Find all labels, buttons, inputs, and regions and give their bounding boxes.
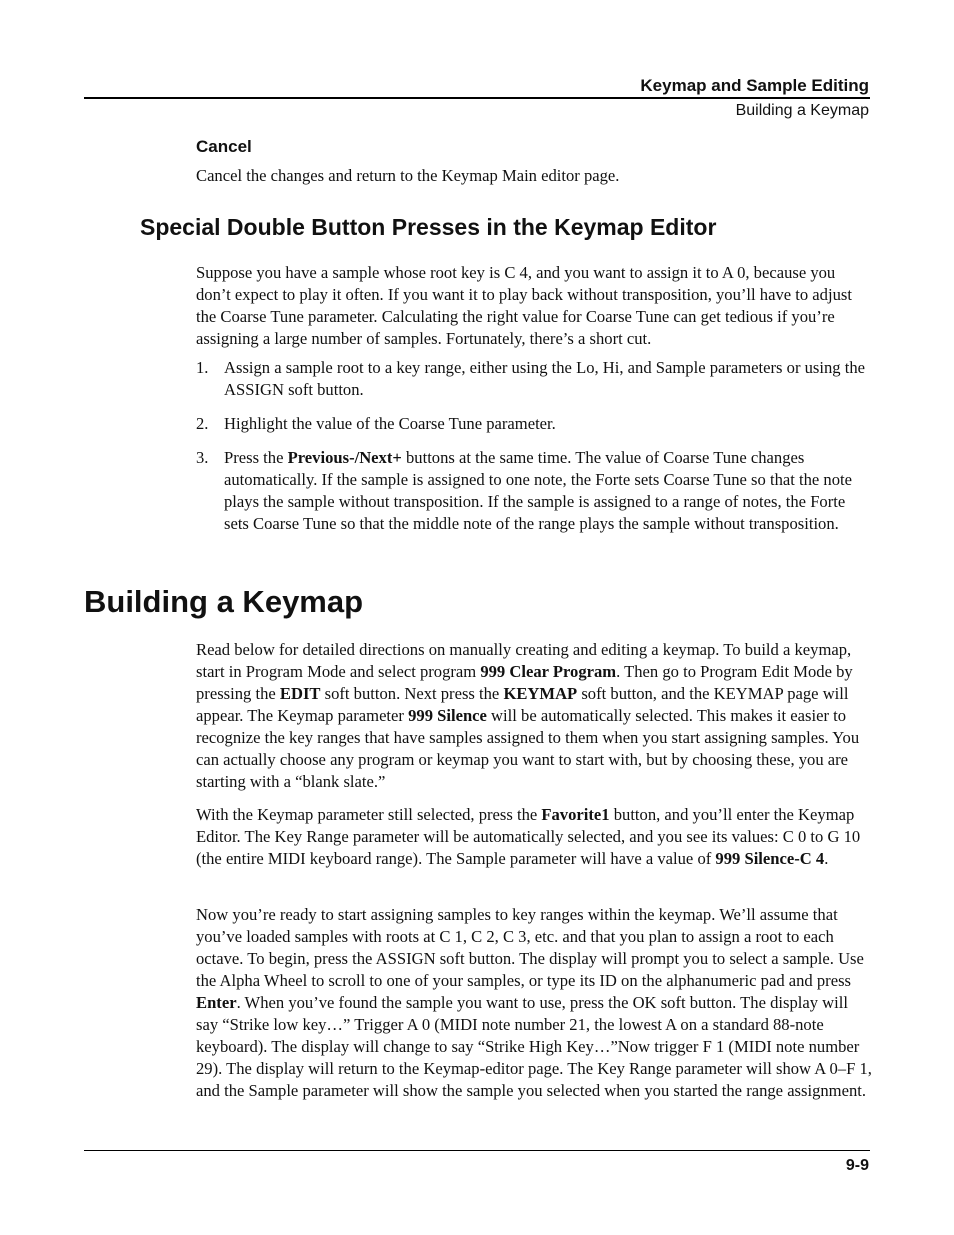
- section-title: Building a Keymap: [735, 102, 869, 119]
- footer-rule: [84, 1150, 870, 1151]
- header-rule: [84, 97, 870, 99]
- button-name: Previous-/Next+: [287, 448, 402, 467]
- list-text: Assign a sample root to a key range, either using the Lo, Hi, and Sample parameters or using the ASSIGN soft button.: [224, 358, 865, 399]
- special-presses-intro: Suppose you have a sample whose root key is C 4, and you want to assign it to A 0, because you don’t expect to play it often. If you want it to play back without transposition, you’ll have to adjust the Coarse Tune parameter. Calculating the right value for Coarse Tune can get tedious if you’re assigning a large number of samples. Fortunately, there’s a short cut.: [196, 263, 852, 348]
- building-paragraph-3: Now you’re ready to start assigning samples to key ranges within the keymap. We’ll assume that you’ve loaded samples with roots at C 1, C 2, C 3, etc. and that you plan to assign a root to each octave. To begin, press the ASSIGN soft button. The display will prompt you to select a sample. Use the Alpha Wheel to scroll to one of your samples, or type its ID on the alphanumeric pad and press Enter. When you’ve found the sample you want to use, press the OK soft button. The display will say “Strike low key…” Trigger A 0 (MIDI note number 21, the lowest A on a standard 88-note keyboard). The display will change to say “Strike High Key…”Now trigger F 1 (MIDI note number 29). The display will return to the Keymap-editor page. The Key Range parameter will show A 0–F 1, and the Sample parameter will show the sample you selected when you started the range assignment.: [196, 905, 872, 1100]
- cancel-description: Cancel the changes and return to the Keymap Main editor page.: [196, 166, 620, 185]
- building-keymap-heading: Building a Keymap: [84, 584, 364, 619]
- list-number: 2.: [196, 414, 209, 433]
- list-number: 1.: [196, 358, 209, 377]
- building-paragraph-1: Read below for detailed directions on manually creating and editing a keymap. To build a keymap, start in Program Mode and select program 999 Clear Program. Then go to Program Edit Mode by pressing the EDIT soft button. Next press the KEYMAP soft button, and the KEYMAP page will appear. The Keymap parameter 999 Silence will be automatically selected. This makes it easier to recognize the key ranges that have samples assigned to them when you start assigning samples. You can actually choose any program or keymap you want to start with, but by choosing these, you are starting with a “blank slate.”: [196, 640, 860, 791]
- building-paragraph-2: With the Keymap parameter still selected, press the Favorite1 button, and you’ll enter the Keymap Editor. The Key Range parameter will be automatically selected, and you see its values: C 0 to G 10 (the entire MIDI keyboard range). The Sample parameter will have a value of 999 Silence-C 4.: [196, 805, 861, 868]
- special-presses-heading: Special Double Button Presses in the Keymap Editor: [140, 214, 717, 240]
- list-text: Highlight the value of the Coarse Tune parameter.: [224, 414, 556, 433]
- chapter-title: Keymap and Sample Editing: [640, 76, 869, 95]
- list-number: 3.: [196, 448, 209, 467]
- page-number: 9-9: [845, 1157, 869, 1174]
- cancel-heading: Cancel: [196, 137, 252, 156]
- list-text: Press the Previous-/Next+ buttons at the same time. The value of Coarse Tune changes automatically. If the sample is assigned to one note, the Forte sets Coarse Tune so that the note plays the sample without transposition. If the sample is assigned to a range of notes, the Forte sets Coarse Tune so that the middle note of the range plays the sample without transposition.: [224, 448, 852, 533]
